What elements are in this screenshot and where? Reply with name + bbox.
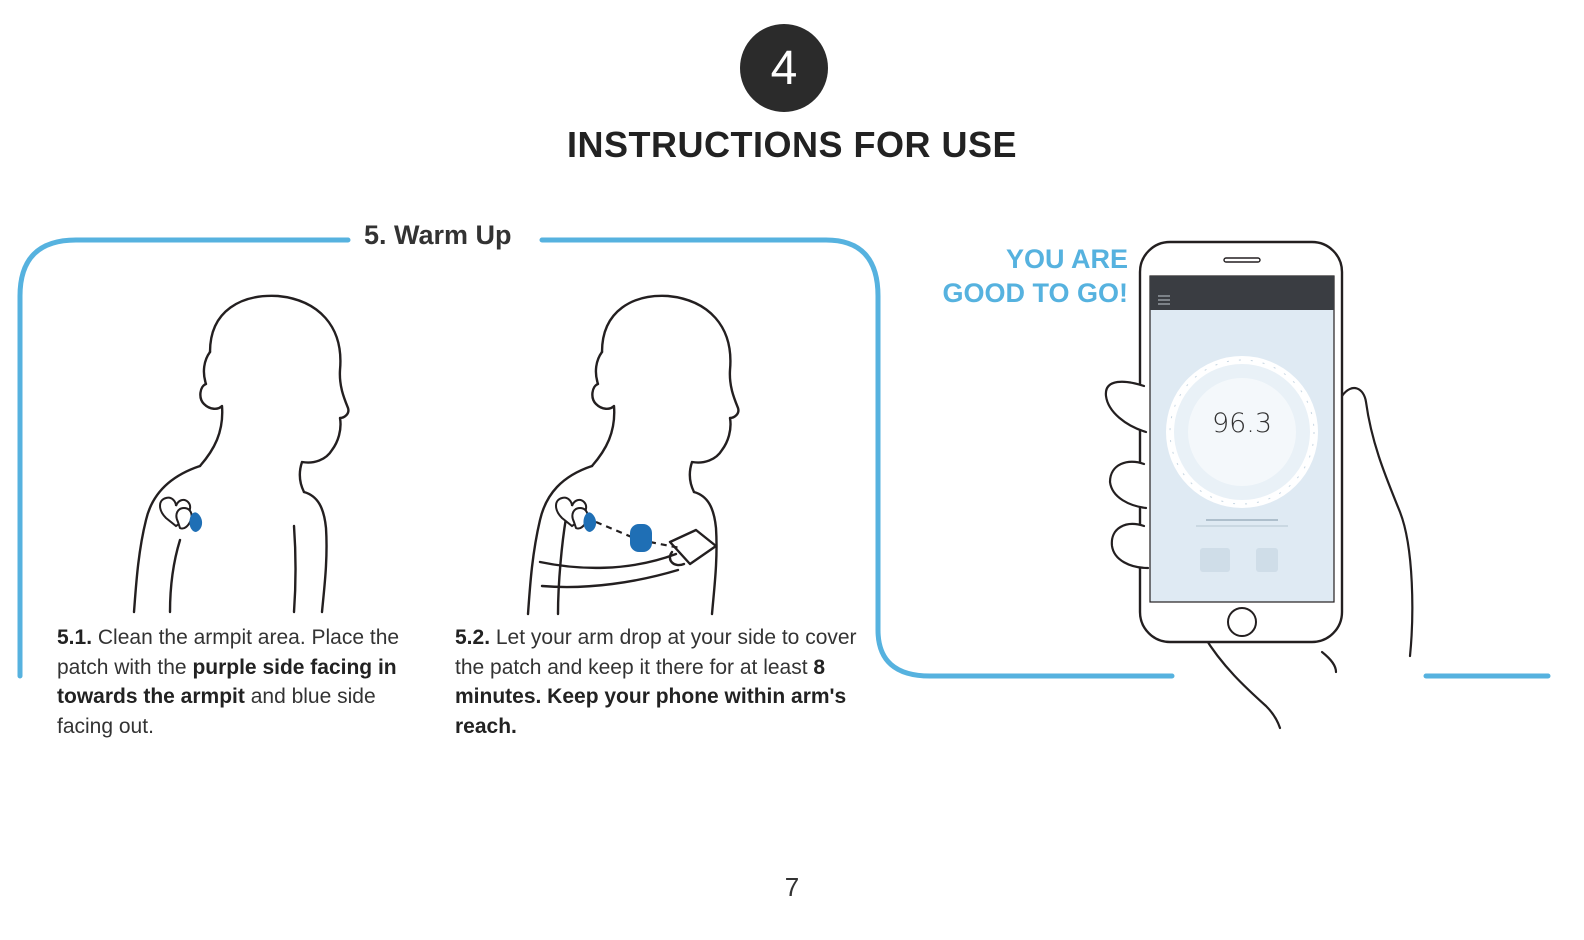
hand-holding-phone-illustration: [1096, 236, 1426, 730]
step-text: Clean the armpit area.: [97, 626, 306, 649]
temperature-reading: 96.3: [1211, 408, 1273, 439]
step-text: and blue side facing out.: [57, 685, 376, 738]
step-number: 5.1.: [57, 626, 93, 649]
callout-line: GOOD TO GO!: [942, 278, 1128, 308]
page-number: 7: [784, 872, 800, 902]
page-title: INSTRUCTIONS FOR USE: [566, 124, 1017, 165]
screen-button: [1256, 548, 1278, 572]
callout-line: YOU ARE: [1005, 244, 1128, 274]
step-number: 5.2.: [455, 626, 491, 649]
device-icon: [630, 524, 652, 552]
step-emphasis: purple side facing in towards the armpit: [57, 655, 397, 708]
section-title: 5. Warm Up: [352, 220, 524, 251]
step-text: Let your arm drop at your side to cover the patch and keep it there for at least: [455, 626, 857, 679]
step-5-1-instructions: [57, 623, 437, 741]
child-with-patch-illustration: [118, 290, 368, 616]
step-emphasis: 8 minutes. Keep your phone within arm's reach.: [455, 655, 847, 738]
screen-button: [1200, 548, 1230, 572]
step-number: 4: [770, 41, 798, 95]
step-text: Place the patch with the: [57, 626, 400, 679]
child-holding-phone-illustration: [518, 292, 748, 616]
app-header-bar: [1150, 276, 1334, 310]
home-button: [1228, 608, 1256, 636]
patch-icon: [556, 498, 596, 532]
patch-icon: [160, 498, 202, 532]
step-5-2-instructions: [455, 623, 875, 741]
